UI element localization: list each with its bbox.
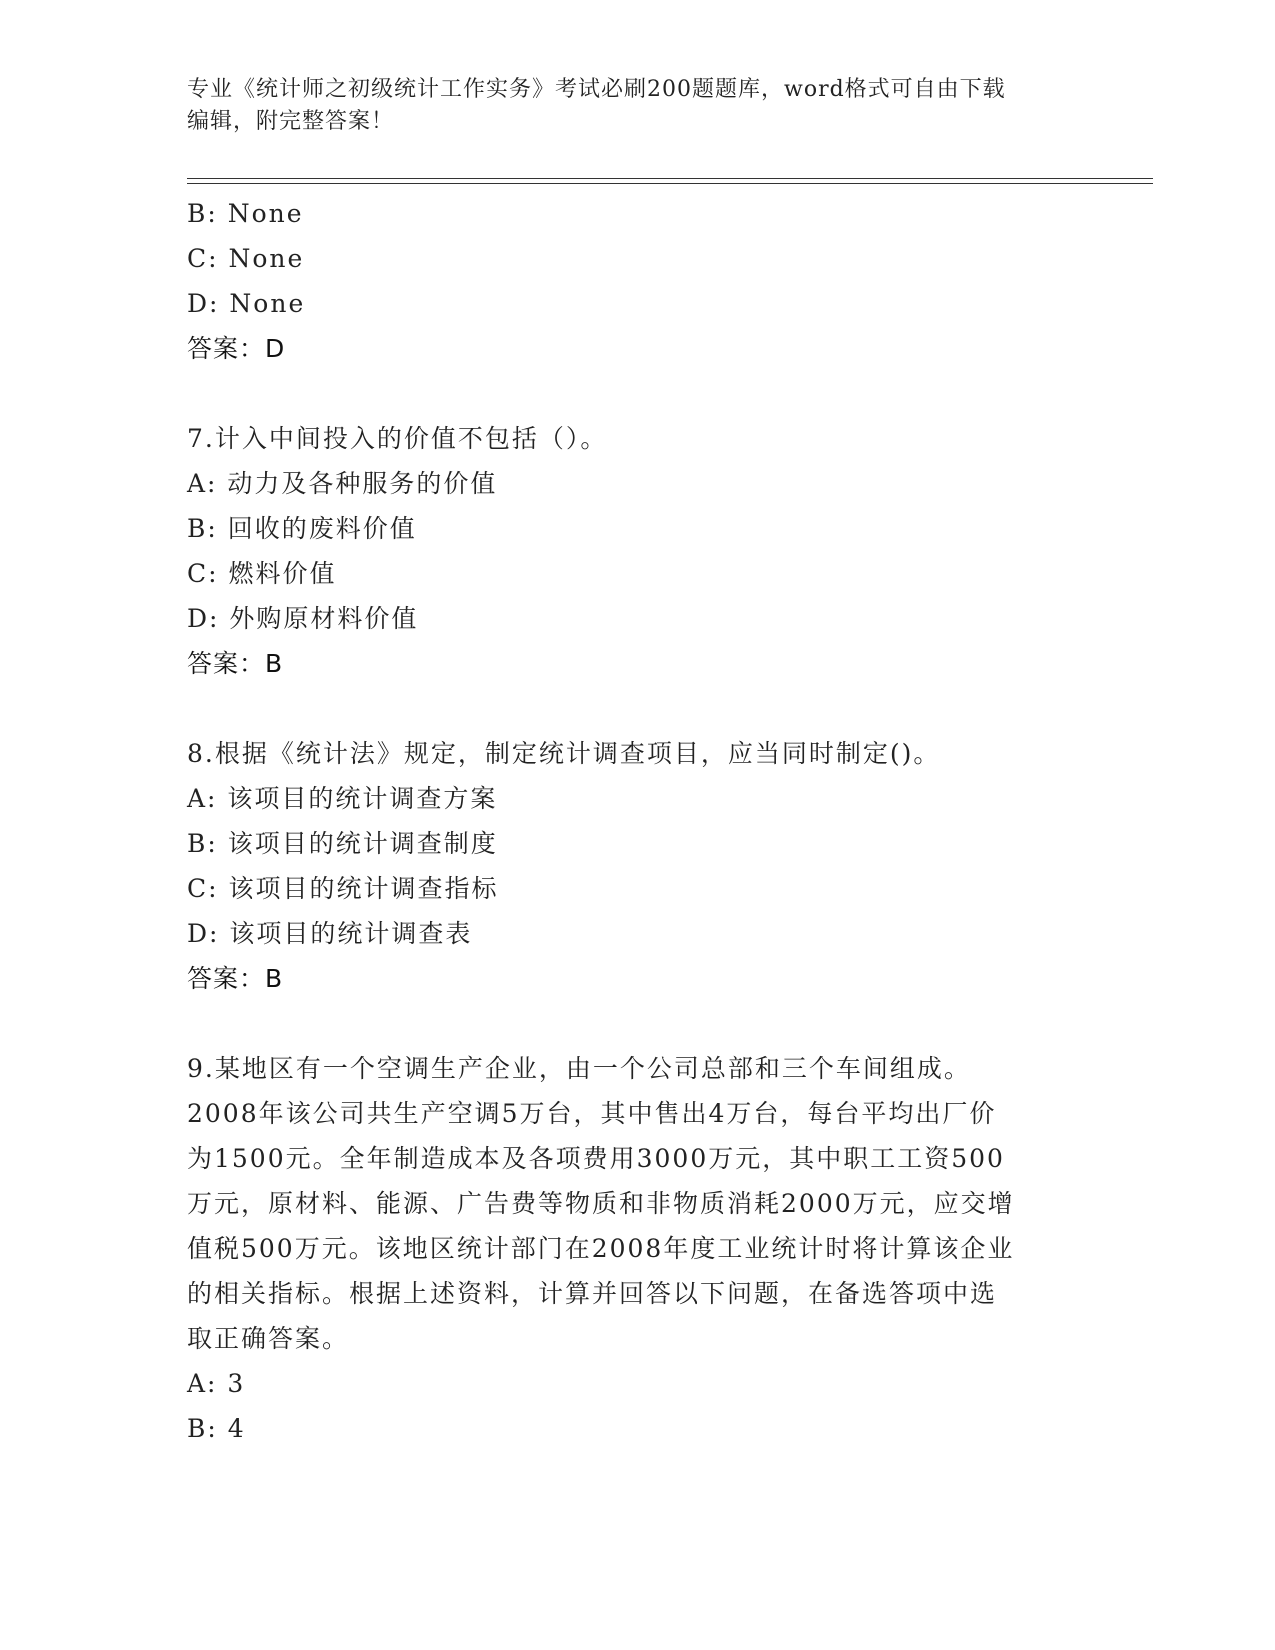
option-b: B: 回收的废料价值: [187, 514, 417, 543]
answer-label: 答案：B: [187, 964, 284, 993]
question-stem: [187, 1046, 1087, 1361]
spacer: [187, 371, 1087, 416]
question-stem: 7.计入中间投入的价值不包括（）。: [187, 424, 608, 453]
stem-line: 为1500元。全年制造成本及各项费用3000万元，其中职工工资500: [187, 1144, 1005, 1173]
header-line-2: 编辑，附完整答案！: [187, 109, 395, 134]
stem-line: 9.某地区有一个空调生产企业，由一个公司总部和三个车间组成。: [187, 1054, 971, 1083]
header-divider-bottom: [187, 183, 1153, 184]
spacer: [187, 686, 1087, 731]
option-c: C: 燃料价值: [187, 559, 337, 588]
answer-label: 答案：D: [187, 334, 286, 363]
stem-line: 万元，原材料、能源、广告费等物质和非物质消耗2000万元，应交增: [187, 1189, 1015, 1218]
option-a: A: 3: [187, 1369, 246, 1398]
question-list: [187, 191, 1087, 1451]
option-b: B: 该项目的统计调查制度: [187, 829, 498, 858]
option-d: D: 该项目的统计调查表: [187, 919, 473, 948]
answer-label: 答案：B: [187, 649, 284, 678]
question-9: [187, 1046, 1087, 1451]
option-d: D: 外购原材料价值: [187, 604, 419, 633]
option-a: A: 该项目的统计调查方案: [187, 784, 498, 813]
option-b: B: 4: [187, 1414, 246, 1443]
question-stem: 8.根据《统计法》规定，制定统计调查项目，应当同时制定()。: [187, 739, 941, 768]
spacer: [187, 1001, 1087, 1046]
question-8: [187, 731, 1087, 1001]
header-line-1: 专业《统计师之初级统计工作实务》考试必刷200题题库，word格式可自由下载: [187, 77, 1006, 102]
header-divider-top: [187, 178, 1153, 179]
option-d: D: None: [187, 289, 306, 318]
stem-line: 2008年该公司共生产空调5万台，其中售出4万台，每台平均出厂价: [187, 1099, 997, 1128]
option-c: C: 该项目的统计调查指标: [187, 874, 499, 903]
question-7: [187, 416, 1087, 686]
option-a: A: 动力及各种服务的价值: [187, 469, 498, 498]
option-c: C: None: [187, 244, 305, 273]
document-header: [187, 74, 1067, 138]
question-6: [187, 191, 1087, 371]
stem-line: 取正确答案。: [187, 1324, 350, 1353]
stem-line: 的相关指标。根据上述资料，计算并回答以下问题，在备选答项中选: [187, 1279, 998, 1308]
option-b: B: None: [187, 199, 304, 228]
stem-line: 值税500万元。该地区统计部门在2008年度工业统计时将计算该企业: [187, 1234, 1015, 1263]
